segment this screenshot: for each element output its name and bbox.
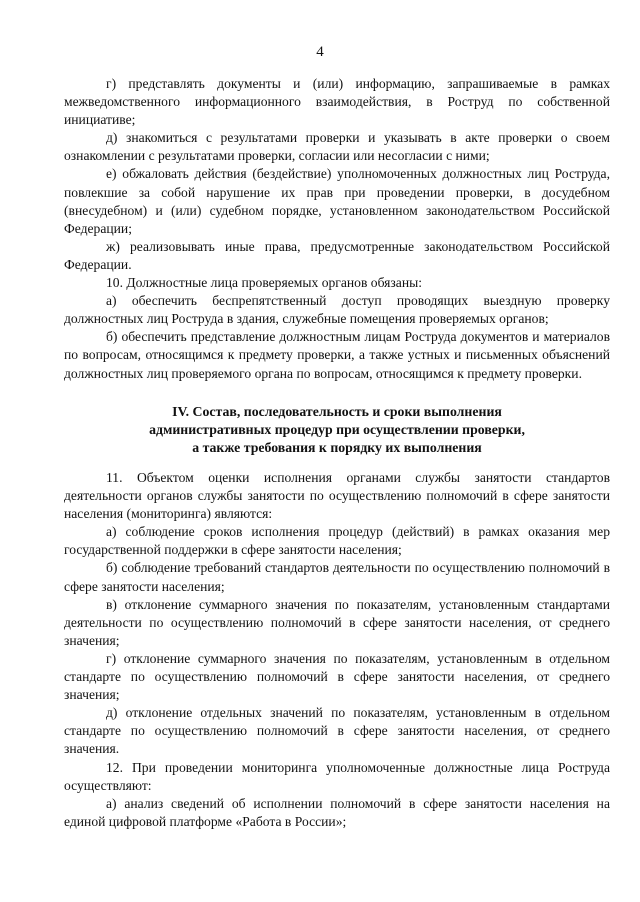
bottom-paragraphs xyxy=(64,469,610,831)
paragraph-11b: б) соблюдение требований стандартов деятельности по осуществлению полномочий в сфере занятости населения; xyxy=(64,560,610,594)
paragraph-12a: а) анализ сведений об исполнении полномочий в сфере занятости населения на единой цифровой платформе «Работа в России»; xyxy=(64,795,610,829)
paragraph-10: 10. Должностные лица проверяемых органов обязаны: xyxy=(106,275,423,291)
paragraph-11v: в) отклонение суммарного значения по показателям, установленным стандартами деятельности по осуществлению полномочий в сфере занятости населения, от среднего значения; xyxy=(64,596,610,648)
paragraph-11: 11. Объектом оценки исполнения органами службы занятости стандартов деятельности органов службы занятости по осуществлению полномочий в сфере занятости населения (мониторинга) являются: xyxy=(64,470,610,522)
section-heading-line-1: IV. Состав, последовательность и сроки выполнения xyxy=(172,404,502,419)
paragraph-11d: д) отклонение отдельных значений по показателям, установленным в отдельном стандарте по осуществлению полномочий в сфере занятости населения, от среднего значения. xyxy=(64,705,610,757)
section-heading-line-3: а также требования к порядку их выполнения xyxy=(192,440,482,456)
section-heading xyxy=(64,403,610,458)
paragraph-zh: ж) реализовывать иные права, предусмотренные законодательством Российской Федерации. xyxy=(64,238,610,272)
paragraph-e: е) обжаловать действия (бездействие) уполномоченных должностных лиц Роструда, повлекшие за собой нарушение их прав при проведении проверки, в досудебном (внесудебном) и (или) судебном порядке, установленном законодательством Российской Федерации; xyxy=(64,166,610,236)
paragraph-11a: а) соблюдение сроков исполнения процедур (действий) в рамках оказания мер государственной поддержки в сфере занятости населения; xyxy=(64,524,610,558)
paragraph-d: д) знакомиться с результатами проверки и указывать в акте проверки о своем ознакомлении с результатами проверки, согласии или несогласии с ними; xyxy=(64,130,610,164)
paragraph-11g: г) отклонение суммарного значения по показателям, установленным в отдельном стандарте по осуществлению полномочий в сфере занятости населения, от среднего значения; xyxy=(64,650,610,703)
paragraph-10a: а) обеспечить беспрепятственный доступ проводящих выездную проверку должностных лиц Роструда в здания, служебные помещения проверяемых органов; xyxy=(64,293,610,327)
top-paragraphs xyxy=(64,75,610,383)
page-number: 4 xyxy=(316,44,324,60)
paragraph-10b: б) обеспечить представление должностным лицам Роструда документов и материалов по вопросам, относящимся к предмету проверки, а также устных и письменных объяснений должностных лиц проверяемого органа по вопросам, относящимся к предмету проверки. xyxy=(64,329,610,381)
paragraph-12: 12. При проведении мониторинга уполномоченные должностные лица Роструда осуществляют: xyxy=(64,759,610,793)
paragraph-g: г) представлять документы и (или) информацию, запрашиваемые в рамках межведомственного информационного взаимодействия, в Роструд по собственной инициативе; xyxy=(64,76,610,128)
section-heading-line-2: административных процедур при осуществлении проверки, xyxy=(149,422,525,438)
